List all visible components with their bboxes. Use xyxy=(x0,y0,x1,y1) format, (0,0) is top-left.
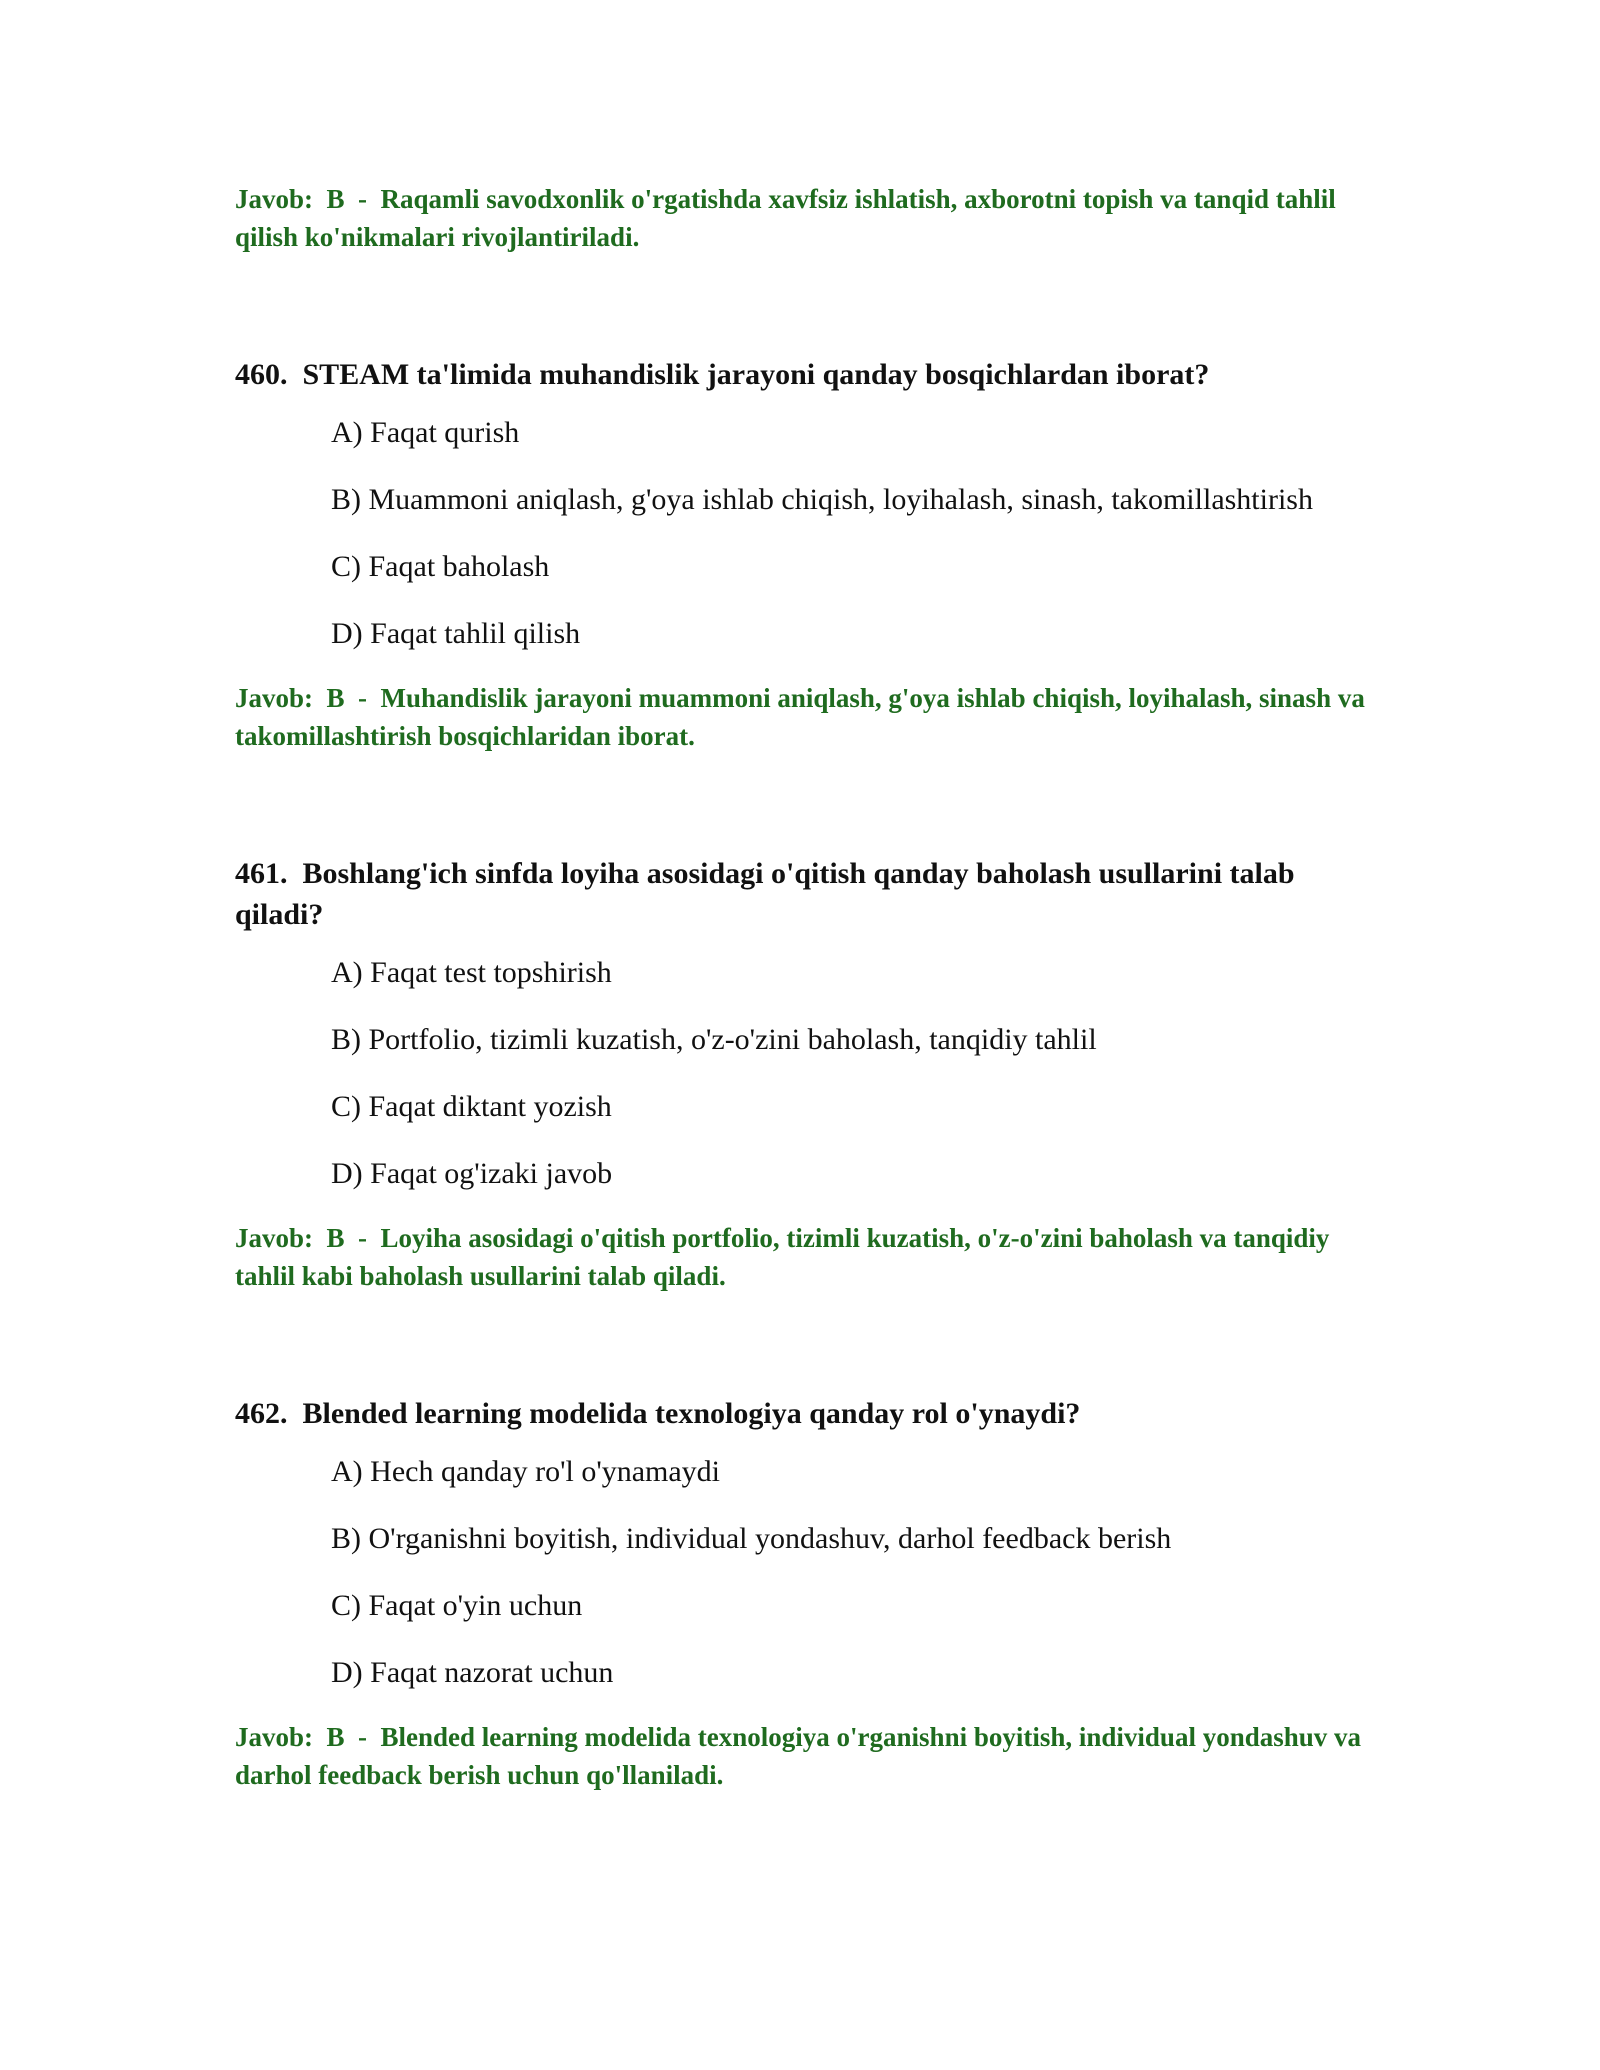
options-list xyxy=(331,415,1375,651)
question-461 xyxy=(235,853,1375,1295)
question-body: Blended learning modelida texnologiya qanday rol o'ynaydi? xyxy=(302,1397,1081,1430)
option-c: C) Faqat diktant yozish xyxy=(331,1090,612,1123)
question-number: 462. xyxy=(235,1397,303,1430)
answer-text: Blended learning modelida texnologiya o'rganishni boyitish, individual yondashuv va darhol feedback berish uchun qo'llaniladi. xyxy=(235,1722,1362,1790)
option-c: C) Faqat baholash xyxy=(331,550,550,583)
question-text xyxy=(235,853,1375,935)
answer-label: Javob: B - xyxy=(235,683,381,713)
answer-label: Javob: B - xyxy=(235,1722,381,1752)
question-text xyxy=(235,354,1375,395)
question-text xyxy=(235,1393,1375,1434)
option-a: A) Hech qanday ro'l o'ynamaydi xyxy=(331,1455,721,1488)
answer-text: Muhandislik jarayoni muammoni aniqlash, g'oya ishlab chiqish, loyihalash, sinash va takomillashtirish bosqichlaridan iborat. xyxy=(235,683,1365,751)
answer xyxy=(235,1718,1375,1794)
answer-text: Loyiha asosidagi o'qitish portfolio, tizimli kuzatish, o'z-o'zini baholash va tanqidiy tahlil kabi baholash usullarini talab qiladi. xyxy=(235,1223,1330,1291)
previous-answer xyxy=(235,180,1375,256)
document-page xyxy=(235,180,1375,1794)
question-460 xyxy=(235,354,1375,755)
option-b: B) Portfolio, tizimli kuzatish, o'z-o'zini baholash, tanqidiy tahlil xyxy=(331,1023,1097,1056)
question-body: STEAM ta'limida muhandislik jarayoni qanday bosqichlardan iborat? xyxy=(302,358,1210,391)
option-d: D) Faqat tahlil qilish xyxy=(331,617,581,650)
option-b: B) O'rganishni boyitish, individual yondashuv, darhol feedback berish xyxy=(331,1522,1172,1555)
question-number: 461. xyxy=(235,857,303,890)
option-a: A) Faqat qurish xyxy=(331,416,520,449)
answer-label: Javob: B - xyxy=(235,184,381,214)
answer-text: Raqamli savodxonlik o'rgatishda xavfsiz ishlatish, axborotni topish va tanqid tahlil qilish ko'nikmalari rivojlantiriladi. xyxy=(235,184,1336,252)
answer-label: Javob: B - xyxy=(235,1223,381,1253)
question-body: Boshlang'ich sinfda loyiha asosidagi o'qitish qanday baholash usullarini talab qiladi? xyxy=(235,857,1295,931)
answer xyxy=(235,679,1375,755)
question-number: 460. xyxy=(235,358,303,391)
answer xyxy=(235,1219,1375,1295)
option-d: D) Faqat og'izaki javob xyxy=(331,1157,613,1190)
option-a: A) Faqat test topshirish xyxy=(331,956,612,989)
option-c: C) Faqat o'yin uchun xyxy=(331,1589,583,1622)
question-462 xyxy=(235,1393,1375,1794)
option-d: D) Faqat nazorat uchun xyxy=(331,1656,614,1689)
options-list xyxy=(331,955,1375,1191)
options-list xyxy=(331,1454,1375,1690)
option-b: B) Muammoni aniqlash, g'oya ishlab chiqish, loyihalash, sinash, takomillashtirish xyxy=(331,483,1313,516)
